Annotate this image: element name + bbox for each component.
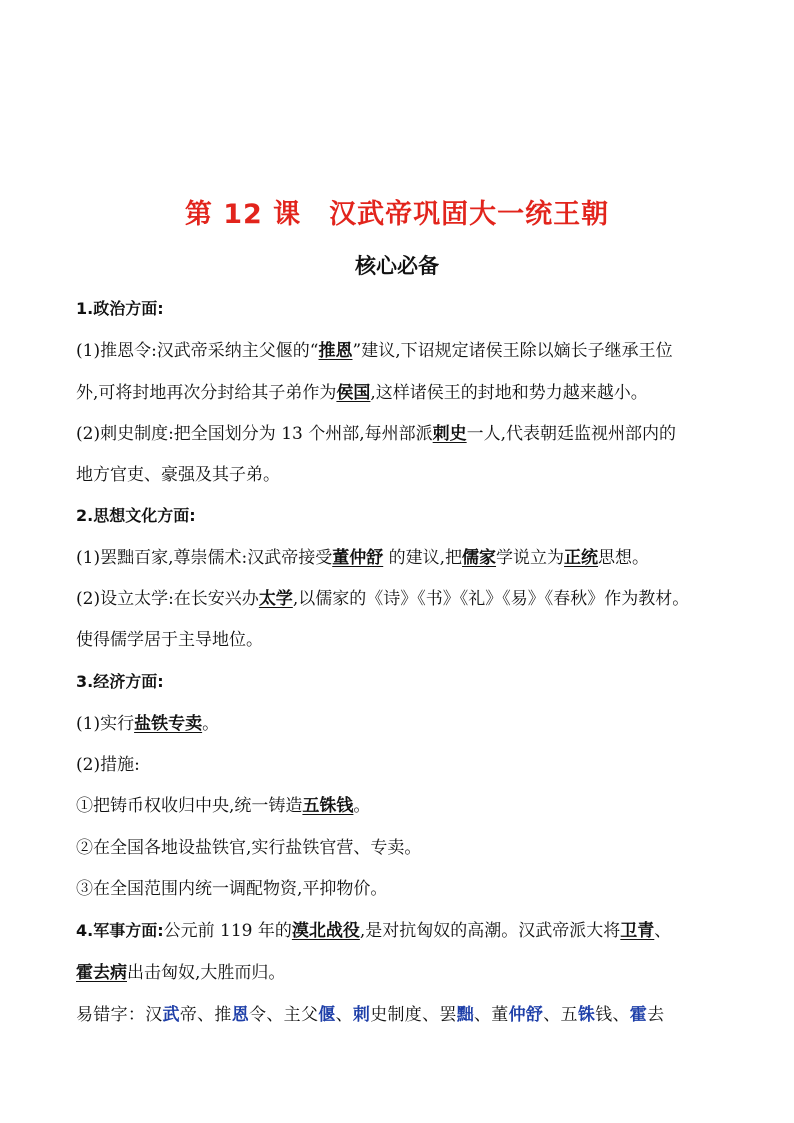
mistake-characters-line: 易错字：汉武帝、推恩令、主父偃、刺史制度、罢黜、董仲舒、五铢钱、霍去	[76, 1005, 665, 1025]
highlight-char: 霍	[629, 1005, 648, 1025]
paragraph-line: 外,可将封地再次分封给其子弟作为侯国,这样诸侯王的封地和势力越来越小。	[76, 383, 648, 403]
paragraph-line: (2)刺史制度:把全国划分为 13 个州部,每州部派刺史一人,代表朝廷监视州部内的	[76, 424, 677, 444]
keyword: 太学	[258, 589, 293, 609]
heading-military: 4.军事方面:	[76, 921, 164, 940]
paragraph-line: ③在全国范围内统一调配物资,平抑物价。	[76, 879, 388, 899]
keyword: 霍去病	[76, 963, 127, 983]
paragraph-line: 地方官吏、豪强及其子弟。	[76, 465, 280, 485]
paragraph-line: (2)措施:	[76, 755, 140, 775]
paragraph-line: (1)罢黜百家,尊崇儒术:汉武帝接受董仲舒 的建议,把儒家学说立为正统思想。	[76, 548, 650, 568]
keyword: 正统	[564, 548, 599, 568]
paragraph-line: (1)推恩令:汉武帝采纳主父偃的“推恩”建议,下诏规定诸侯王除以嫡长子继承王位	[76, 341, 673, 361]
paragraph-line: (2)设立太学:在长安兴办太学,以儒家的《诗》《书》《礼》《易》《春秋》作为教材。	[76, 589, 690, 609]
highlight-char: 偃	[318, 1005, 336, 1025]
keyword: 推恩	[318, 341, 353, 361]
keyword: 侯国	[336, 383, 371, 403]
paragraph-line: ②在全国各地设盐铁官,实行盐铁官营、专卖。	[76, 838, 422, 858]
highlight-char: 黜	[456, 1005, 474, 1025]
highlight-char: 武	[162, 1005, 180, 1025]
paragraph-line: 4.军事方面:公元前 119 年的漠北战役,是对抗匈奴的高潮。汉武帝派大将卫青、	[76, 921, 672, 941]
highlight-char: 刺	[352, 1005, 371, 1025]
paragraph-line: 霍去病出击匈奴,大胜而归。	[76, 963, 286, 983]
keyword: 盐铁专卖	[134, 714, 203, 734]
highlight-char: 恩	[231, 1005, 250, 1025]
heading-culture: 2.思想文化方面:	[76, 506, 196, 525]
paragraph-line: (1)实行盐铁专卖。	[76, 714, 220, 734]
keyword: 董仲舒	[332, 548, 384, 568]
paragraph-line: ①把铸币权收归中央,统一铸造五铢钱。	[76, 796, 371, 816]
keyword: 五铢钱	[302, 796, 354, 816]
highlight-char: 铢	[577, 1005, 596, 1025]
keyword: 漠北战役	[291, 921, 360, 941]
keyword: 卫青	[620, 921, 655, 941]
section-subtitle: 核心必备	[355, 254, 439, 278]
page-title: 第 12 课 汉武帝巩固大一统王朝	[184, 199, 610, 230]
paragraph-line: 使得儒学居于主导地位。	[76, 630, 263, 650]
keyword: 儒家	[462, 548, 497, 568]
highlight-char: 仲舒	[508, 1005, 544, 1025]
keyword: 刺史	[432, 424, 467, 444]
heading-politics: 1.政治方面:	[76, 299, 164, 318]
heading-economy: 3.经济方面:	[76, 672, 164, 691]
